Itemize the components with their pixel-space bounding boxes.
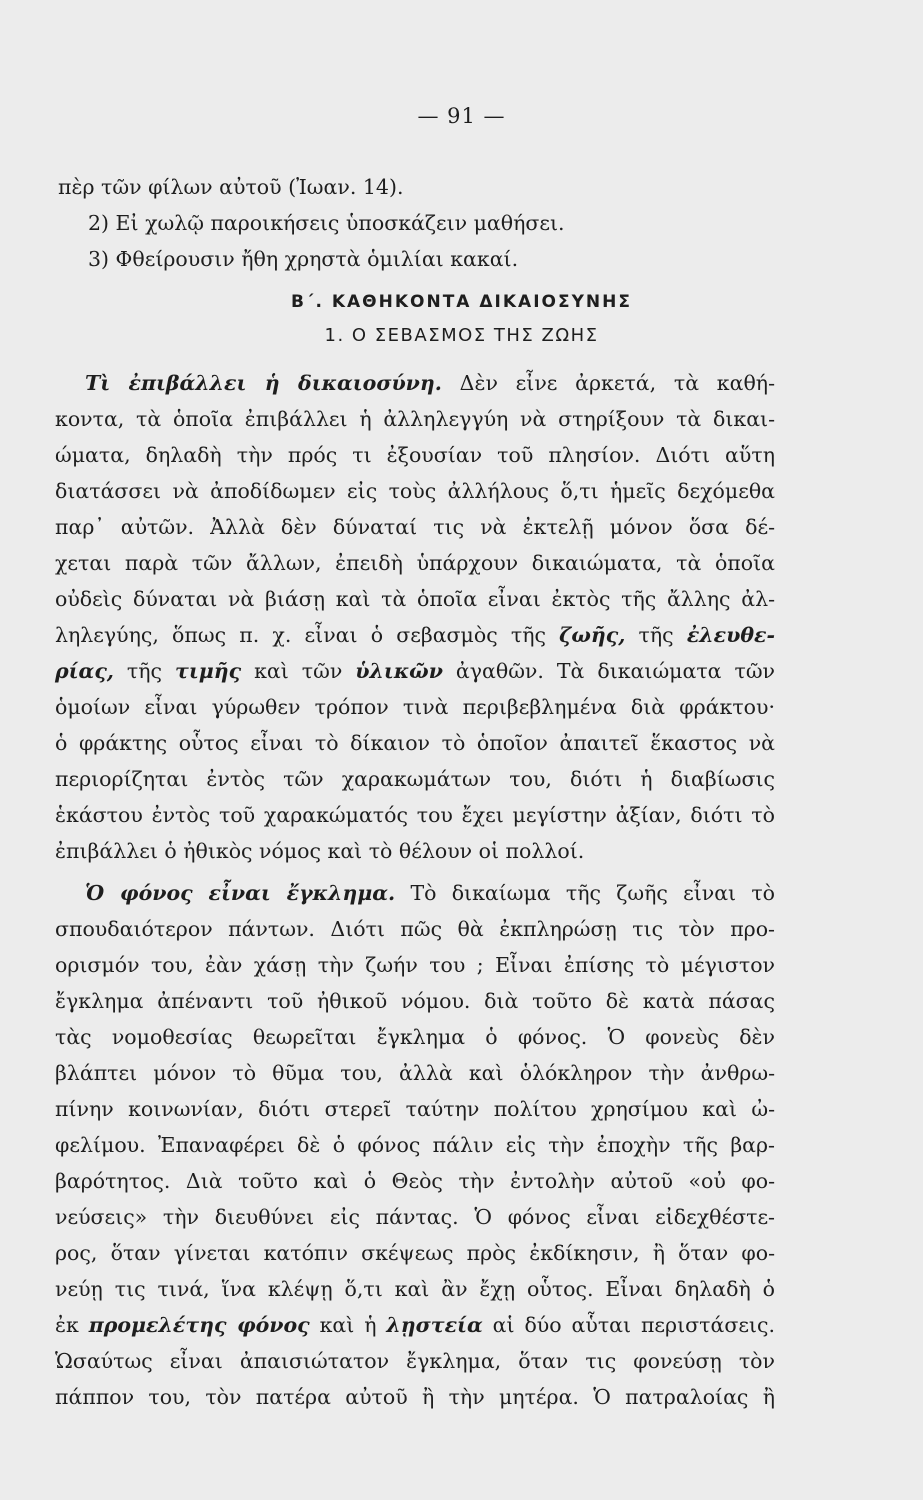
bold-term-material: ὑλικῶν [355, 659, 443, 683]
bold-term-honor: τιμῆς [175, 659, 242, 683]
bold-term-freedom-end: ρίας, [55, 659, 114, 683]
bold-term-premeditated-murder: προμελέτης φόνος [88, 1313, 310, 1337]
para2-text: ἐκ [55, 1313, 89, 1337]
para2-line: Ὡσαύτως εἶναι ἀπαισιώτατον ἔγκλημα, ὅταν τις φονεύσῃ τὸν [55, 1349, 775, 1373]
para1-text: τῆς [113, 659, 176, 683]
para1-text: Δὲν εἶνε ἀρκετά, τὰ καθή- [441, 371, 775, 395]
para1-line: διατάσσει νὰ ἀποδίδωμεν εἰς τοὺς ἀλλήλους ὅ,τι ἡμεῖς δεχόμεθα [55, 479, 775, 503]
para1-line [85, 368, 775, 398]
para2-text: Τὸ δικαίωμα τῆς ζωῆς εἶναι τὸ [395, 881, 775, 905]
para2-line: νεύσεις» τὴν διευθύνει εἰς πάντας. Ὁ φόνος εἶναι εἰδεχθέστε- [55, 1205, 775, 1229]
para1-line: χεται παρὰ τῶν ἄλλων, ἐπειδὴ ὑπάρχουν δικαιώματα, τὰ ὁποῖα [55, 551, 775, 575]
intro-line-1: πὲρ τῶν φίλων αὐτοῦ (Ἰωαν. 14). [58, 175, 404, 199]
para2-line: σπουδαιότερον πάντων. Διότι πῶς θὰ ἐκπληρώσῃ τις τὸν προ- [55, 917, 775, 941]
section-heading: 1. Ο ΣΕΒΑΣΜΟΣ ΤΗΣ ΖΩΗΣ [324, 325, 599, 346]
para1-line: ὁ φράκτης οὗτος εἶναι τὸ δίκαιον τὸ ὁποῖον ἀπαιτεῖ ἕκαστος νὰ [55, 731, 775, 755]
para1-text: καὶ τῶν [241, 659, 356, 683]
bold-term-freedom: ἐλευθε- [686, 623, 775, 647]
bold-term-life: ζωῆς, [559, 623, 626, 647]
para2-line: πίνην κοινωνίαν, διότι στερεῖ ταύτην πολίτου χρησίμου καὶ ὠ- [55, 1097, 775, 1121]
para2-line [85, 878, 775, 908]
chapter-heading: Β΄. ΚΑΘΗΚΟΝΤΑ ΔΙΚΑΙΟΣΥΝΗΣ [291, 292, 632, 312]
para1-line: ἐπιβάλλει ὁ ἠθικὸς νόμος καὶ τὸ θέλουν οἱ πολλοί. [55, 839, 585, 863]
para1-line: παρ᾽ αὐτῶν. Ἀλλὰ δὲν δύναταί τις νὰ ἐκτελῇ μόνον ὅσα δέ- [55, 515, 775, 539]
para1-text: τῆς [625, 623, 687, 647]
para2-text: καὶ ἡ [309, 1313, 387, 1337]
para2-line: ρος, ὅταν γίνεται κατόπιν σκέψεως πρὸς ἐκδίκησιν, ἢ ὅταν φο- [55, 1241, 775, 1265]
para1-line [55, 656, 775, 686]
para1-line: ώματα, δηλαδὴ τὴν πρός τι ἐξουσίαν τοῦ πλησίον. Διότι αὕτη [55, 443, 775, 467]
para1-line: κοντα, τὰ ὁποῖα ἐπιβάλλει ἡ ἀλληλεγγύη νὰ στηρίξουν τὰ δικαι- [55, 407, 775, 431]
para2-line: φελίμου. Ἐπαναφέρει δὲ ὁ φόνος πάλιν εἰς τὴν ἐποχὴν τῆς βαρ- [55, 1133, 775, 1157]
section-title-justice: Τὶ ἐπιβάλλει ἡ δικαιοσύνη. [85, 371, 442, 395]
para2-line: νεύῃ τις τινά, ἵνα κλέψῃ ὅ,τι καὶ ἂν ἔχῃ οὗτος. Εἶναι δηλαδὴ ὁ [55, 1277, 775, 1301]
section-title-murder: Ὁ φόνος εἶναι ἔγκλημα. [85, 881, 396, 905]
intro-line-2: 2) Εἰ χωλῷ παροικήσεις ὑποσκάζειν μαθήσει. [88, 211, 565, 235]
para2-line: τὰς νομοθεσίας θεωρεῖται ἔγκλημα ὁ φόνος. Ὁ φονεὺς δὲν [55, 1025, 775, 1049]
para1-line: οὐδεὶς δύναται νὰ βιάσῃ καὶ τὰ ὁποῖα εἶναι ἐκτὸς τῆς ἄλλης ἀλ- [55, 587, 775, 611]
para2-line: ἔγκλημα ἀπέναντι τοῦ ἠθικοῦ νόμου. διὰ τοῦτο δὲ κατὰ πάσας [55, 989, 775, 1013]
para1-line: ὁμοίων εἶναι γύρωθεν τρόπον τινὰ περιβεβλημένα διὰ φράκτου· [55, 695, 775, 719]
bold-term-robbery: λῃστεία [386, 1313, 483, 1337]
para2-line: βλάπτει μόνον τὸ θῦμα του, ἀλλὰ καὶ ὁλόκληρον τὴν ἀνθρω- [55, 1061, 775, 1085]
para1-text: ἀγαθῶν. Τὰ δικαιώματα τῶν [442, 659, 776, 683]
intro-line-3: 3) Φθείρουσιν ἤθη χρηστὰ ὁμιλίαι κακαί. [88, 247, 519, 271]
para2-line: ορισμόν του, ἐὰν χάσῃ τὴν ζωήν του ; Εἶναι ἐπίσης τὸ μέγιστον [55, 953, 775, 977]
para2-line: πάππον του, τὸν πατέρα αὐτοῦ ἢ τὴν μητέρα. Ὁ πατραλοίας ἢ [55, 1385, 775, 1409]
para1-line [55, 620, 775, 650]
para1-line: ἑκάστου ἐντὸς τοῦ χαρακώματός του ἔχει μεγίστην ἀξίαν, διότι τὸ [55, 803, 775, 827]
para2-text: αἱ δύο αὗται περιστάσεις. [482, 1313, 775, 1337]
page-number: — 91 — [417, 104, 506, 128]
para1-text: ληλεγύης, ὅπως π. χ. εἶναι ὁ σεβασμὸς τῆς [55, 623, 560, 647]
para1-line: περιορίζηται ἐντὸς τῶν χαρακωμάτων του, διότι ἡ διαβίωσις [55, 767, 775, 791]
para2-line [55, 1310, 775, 1340]
para2-line: βαρότητος. Διὰ τοῦτο καὶ ὁ Θεὸς τὴν ἐντολὴν αὐτοῦ «οὐ φο- [55, 1169, 775, 1193]
